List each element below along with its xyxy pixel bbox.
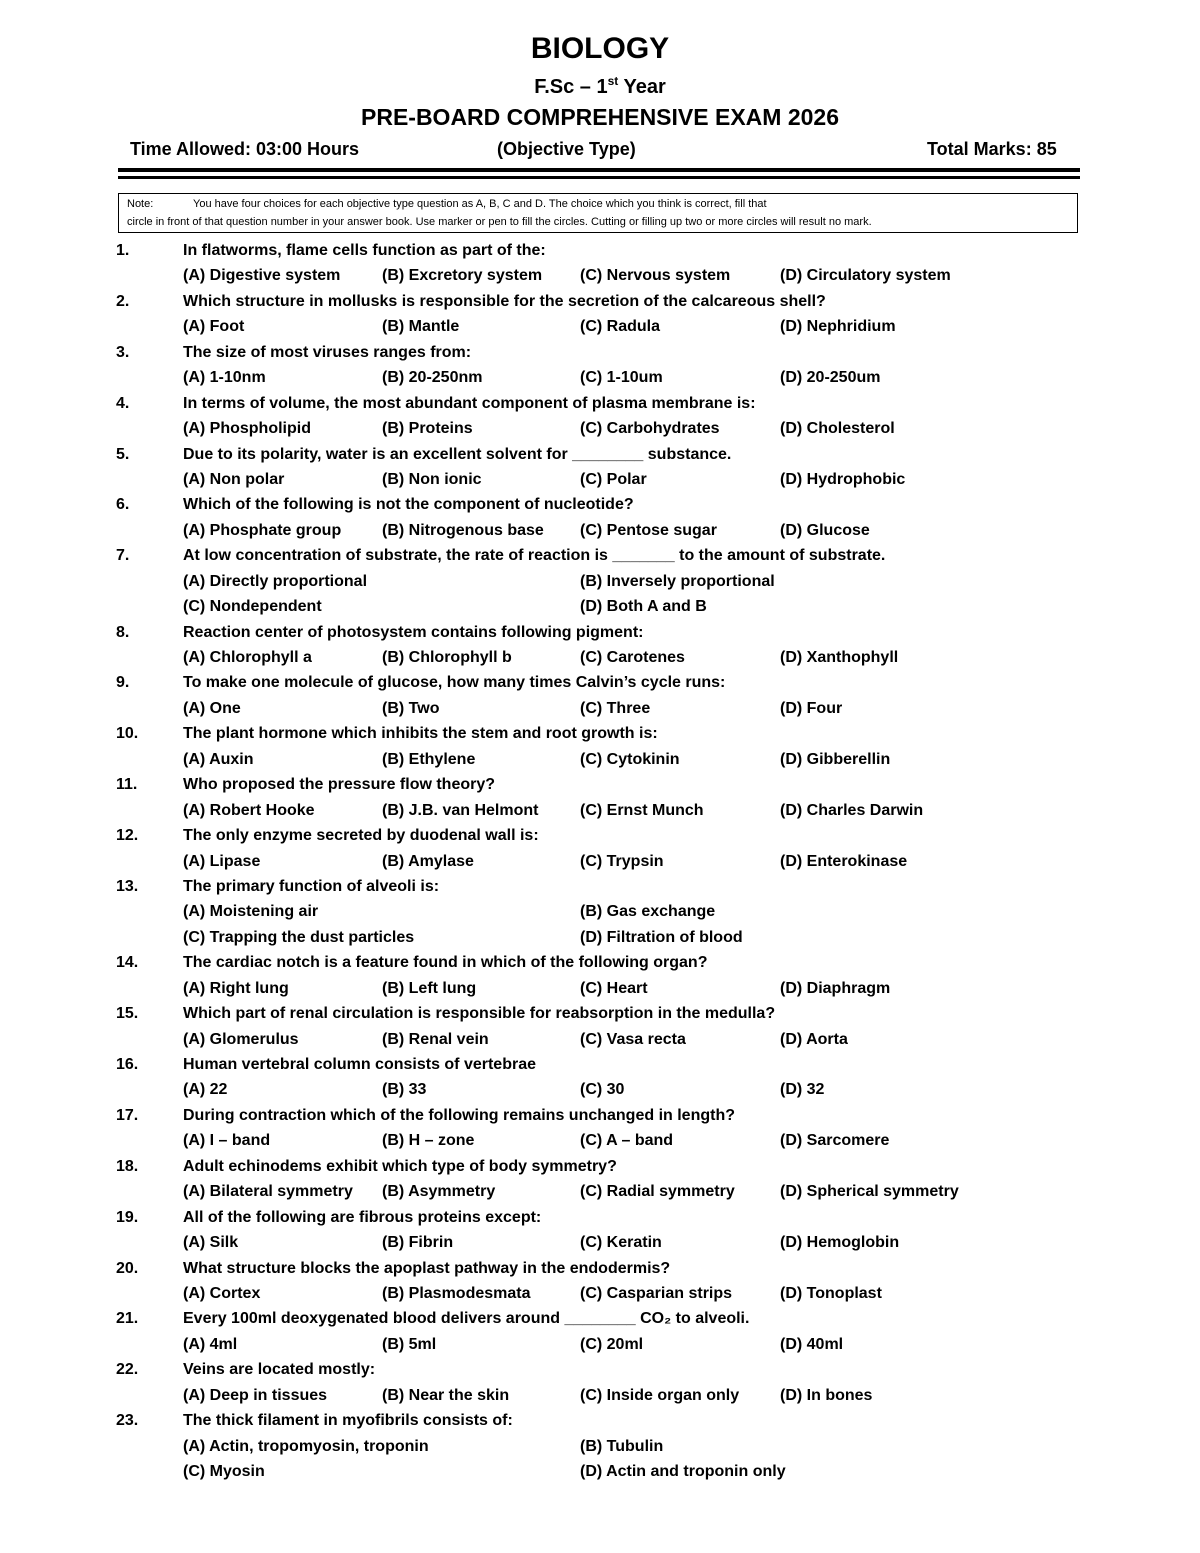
options-row	[0, 696, 1200, 721]
question-row	[0, 238, 1200, 263]
option-a: (A) Lipase	[183, 852, 261, 870]
option-a: (A) Foot	[183, 318, 245, 336]
options-row	[0, 365, 1200, 390]
option-d: (D) Tonoplast	[780, 1284, 882, 1302]
option-c: (C) Pentose sugar	[580, 521, 717, 539]
option-d: (D) Gibberellin	[780, 750, 891, 768]
option-a: (A) Bilateral symmetry	[183, 1183, 353, 1201]
question-number: 19.	[116, 1208, 139, 1226]
option-a: (A) Chlorophyll a	[183, 649, 312, 666]
time-allowed: Time Allowed: 03:00 Hours	[130, 139, 360, 159]
question-row	[0, 1052, 1200, 1077]
note-line-2: circle in front of that question number in your answer book. Use marker or pen to fill the circles. Cutting or filling up two or more circles will result no mark.	[127, 216, 872, 228]
options-row	[0, 1281, 1200, 1306]
option-b: (B) Inversely proportional	[580, 572, 775, 590]
option-a: (A) Cortex	[183, 1284, 261, 1302]
option-c: (C) 1-10um	[580, 369, 663, 387]
question-text: What structure blocks the apoplast pathway in the endodermis?	[183, 1259, 671, 1277]
options-row	[0, 1179, 1200, 1204]
options-row	[0, 1332, 1200, 1357]
option-c: (C) Casparian strips	[580, 1284, 733, 1302]
option-d: (D) 40ml	[780, 1335, 844, 1353]
question-row	[0, 543, 1200, 568]
question-number: 1.	[116, 242, 130, 259]
option-b: (B) Left lung	[382, 979, 477, 997]
options-row	[0, 1383, 1200, 1408]
question-row	[0, 442, 1200, 467]
question-number: 11.	[116, 776, 138, 794]
question-number: 14.	[116, 954, 139, 972]
option-d: (D) Nephridium	[780, 318, 896, 336]
question-number: 7.	[116, 547, 130, 565]
option-c: (C) Ernst Munch	[580, 801, 704, 819]
option-b: (B) Non ionic	[382, 470, 482, 488]
option-b: (B) J.B. van Helmont	[382, 801, 539, 819]
options-row	[0, 1230, 1200, 1255]
options-row	[0, 467, 1200, 492]
option-c: (C) Cytokinin	[580, 750, 680, 768]
options-row	[0, 416, 1200, 441]
question-text: Reaction center of photosystem contains following pigment:	[183, 623, 644, 641]
question-row	[0, 1357, 1200, 1382]
option-c: (C) Polar	[580, 470, 647, 488]
option-c: (C) A – band	[580, 1132, 674, 1150]
subject-title: BIOLOGY	[530, 32, 670, 65]
option-a: (A) Silk	[183, 1234, 239, 1252]
question-row	[0, 1103, 1200, 1128]
question-number: 3.	[116, 343, 130, 361]
option-b: (B) H – zone	[382, 1132, 475, 1150]
question-row	[0, 1408, 1200, 1433]
option-d: (D) Filtration of blood	[580, 928, 743, 946]
option-a: (A) Right lung	[183, 979, 289, 997]
header-rule-thick	[118, 168, 1080, 172]
option-d: (D) Enterokinase	[780, 852, 908, 870]
question-number: 23.	[116, 1412, 139, 1430]
question-text: In terms of volume, the most abundant component of plasma membrane is:	[183, 394, 756, 412]
question-row	[0, 492, 1200, 517]
question-row	[0, 1154, 1200, 1179]
options-row	[0, 1077, 1200, 1102]
note-label: Note:	[127, 198, 154, 210]
option-b: (B) Gas exchange	[580, 903, 716, 921]
question-number: 6.	[116, 496, 130, 514]
option-a: (A) Moistening air	[183, 903, 319, 921]
question-text: Which of the following is not the component of nucleotide?	[183, 496, 634, 514]
option-a: (A) Non polar	[183, 470, 285, 488]
question-number: 8.	[116, 623, 130, 641]
option-b: (B) Fibrin	[382, 1234, 454, 1252]
paper-type: (Objective Type)	[497, 139, 636, 159]
option-b: (B) Two	[382, 699, 440, 717]
option-d: (D) Xanthophyll	[780, 649, 899, 666]
question-text: In flatworms, flame cells function as part of the:	[183, 242, 546, 259]
question-number: 15.	[116, 1005, 139, 1023]
option-d: (D) Aorta	[780, 1030, 848, 1048]
option-d: (D) Both A and B	[580, 598, 707, 616]
question-row	[0, 289, 1200, 314]
question-number: 13.	[116, 877, 139, 895]
option-b: (B) Nitrogenous base	[382, 521, 544, 539]
option-a: (A) 22	[183, 1081, 228, 1099]
question-text: To make one molecule of glucose, how many times Calvin’s cycle runs:	[183, 674, 726, 692]
option-d: (D) Spherical symmetry	[780, 1183, 959, 1201]
option-c: (C) Nondependent	[183, 598, 322, 616]
question-row	[0, 1256, 1200, 1281]
options-row	[0, 849, 1200, 874]
question-row	[0, 1306, 1200, 1331]
options-row	[0, 645, 1200, 670]
option-b: (B) 20-250nm	[382, 369, 483, 387]
question-text: At low concentration of substrate, the rate of reaction is _______ to the amount of substrate.	[183, 547, 886, 565]
option-c: (C) Keratin	[580, 1234, 662, 1252]
question-row	[0, 721, 1200, 746]
question-text: Adult echinodems exhibit which type of body symmetry?	[183, 1157, 617, 1175]
question-text: The thick filament in myofibrils consists of:	[183, 1412, 513, 1430]
option-c: (C) Trypsin	[580, 852, 664, 870]
options-row	[0, 1027, 1200, 1052]
option-a: (A) Robert Hooke	[183, 801, 315, 819]
subtitle-end: Year	[618, 76, 666, 98]
option-b: (B) Near the skin	[382, 1386, 510, 1404]
option-a: (A) Deep in tissues	[183, 1386, 328, 1404]
option-a: (A) Phospholipid	[183, 420, 311, 438]
options-row	[0, 747, 1200, 772]
options-row	[0, 314, 1200, 339]
question-text: The cardiac notch is a feature found in which of the following organ?	[183, 954, 708, 972]
option-b: (B) 5ml	[382, 1335, 437, 1353]
question-row	[0, 620, 1200, 645]
subtitle-superscript: st	[607, 74, 619, 88]
question-row	[0, 874, 1200, 899]
option-d: (D) Actin and troponin only	[580, 1463, 786, 1480]
option-a: (A) I – band	[183, 1132, 271, 1150]
question-number: 10.	[116, 725, 139, 743]
option-a: (A) 1-10nm	[183, 369, 266, 387]
option-a: (A) One	[183, 699, 241, 717]
options-row	[0, 1459, 1200, 1484]
option-c: (C) Myosin	[183, 1463, 265, 1480]
options-row	[0, 899, 1200, 924]
option-c: (C) Vasa recta	[580, 1030, 686, 1048]
option-c: (C) Radula	[580, 318, 660, 336]
option-c: (C) 20ml	[580, 1335, 644, 1353]
options-row	[0, 976, 1200, 1001]
option-b: (B) Amylase	[382, 852, 474, 870]
option-c: (C) Radial symmetry	[580, 1183, 735, 1201]
option-c: (C) Carotenes	[580, 649, 685, 666]
option-d: (D) 20-250um	[780, 369, 881, 387]
option-a: (A) Auxin	[183, 750, 254, 768]
options-row	[0, 263, 1200, 288]
options-row	[0, 518, 1200, 543]
option-b: (B) 33	[382, 1081, 427, 1099]
question-text: The only enzyme secreted by duodenal wall is:	[183, 827, 539, 845]
question-text: Human vertebral column consists of vertebrae	[183, 1056, 536, 1073]
question-row	[0, 823, 1200, 848]
question-number: 4.	[116, 394, 130, 412]
option-d: (D) 32	[780, 1081, 825, 1099]
class-subtitle	[0, 74, 1200, 99]
question-text: Due to its polarity, water is an excellent solvent for ________ substance.	[183, 445, 732, 463]
question-text: The primary function of alveoli is:	[183, 877, 440, 895]
option-c: (C) Inside organ only	[580, 1386, 740, 1404]
option-d: (D) Four	[780, 699, 843, 717]
option-b: (B) Ethylene	[382, 750, 476, 768]
option-c: (C) Three	[580, 699, 651, 717]
option-d: (D) Sarcomere	[780, 1132, 890, 1150]
option-d: (D) Glucose	[780, 521, 870, 539]
subtitle-main: F.Sc – 1	[534, 76, 608, 98]
option-c: (C) Heart	[580, 979, 648, 997]
total-marks: Total Marks: 85	[927, 139, 1057, 159]
note-line-1	[127, 195, 1069, 213]
question-text: Which part of renal circulation is responsible for reabsorption in the medulla?	[183, 1005, 776, 1023]
question-row	[0, 1205, 1200, 1230]
option-a: (A) Actin, tropomyosin, troponin	[183, 1437, 429, 1455]
option-b: (B) Chlorophyll b	[382, 649, 512, 666]
question-number: 12.	[116, 827, 139, 845]
options-row	[0, 925, 1200, 950]
question-row	[0, 950, 1200, 975]
question-number: 20.	[116, 1259, 139, 1277]
option-a: (A) Glomerulus	[183, 1030, 299, 1048]
option-d: (D) Hemoglobin	[780, 1234, 900, 1252]
option-b: (B) Renal vein	[382, 1030, 489, 1048]
question-row	[0, 391, 1200, 416]
option-a: (A) 4ml	[183, 1335, 238, 1353]
question-text: Every 100ml deoxygenated blood delivers around ________ CO₂ to alveoli.	[183, 1310, 750, 1328]
instructions-note-box	[118, 193, 1078, 233]
question-number: 2.	[116, 292, 130, 310]
option-d: (D) Hydrophobic	[780, 470, 906, 488]
option-a: (A) Digestive system	[183, 267, 341, 285]
question-text: Veins are located mostly:	[183, 1361, 376, 1379]
option-b: (B) Asymmetry	[382, 1183, 496, 1201]
question-text: The plant hormone which inhibits the stem and root growth is:	[183, 725, 658, 743]
options-row	[0, 1128, 1200, 1153]
note-text-1: You have four choices for each objective type question as A, B, C and D. The choice which you think is correct, fill that	[193, 198, 767, 210]
question-number: 5.	[116, 445, 130, 463]
option-b: (B) Proteins	[382, 420, 473, 438]
options-row	[0, 798, 1200, 823]
question-number: 18.	[116, 1157, 139, 1175]
option-b: (B) Mantle	[382, 318, 460, 336]
question-number: 16.	[116, 1056, 139, 1073]
option-d: (D) In bones	[780, 1386, 873, 1404]
question-row	[0, 340, 1200, 365]
question-number: 22.	[116, 1361, 139, 1379]
option-d: (D) Cholesterol	[780, 420, 895, 438]
question-text: Which structure in mollusks is responsible for the secretion of the calcareous shell?	[183, 292, 826, 310]
option-c: (C) Carbohydrates	[580, 420, 720, 438]
option-b: (B) Plasmodesmata	[382, 1284, 531, 1302]
option-c: (C) Trapping the dust particles	[183, 928, 415, 946]
option-d: (D) Circulatory system	[780, 267, 951, 285]
options-row	[0, 569, 1200, 594]
question-text: The size of most viruses ranges from:	[183, 343, 472, 361]
question-text: Who proposed the pressure flow theory?	[183, 776, 496, 794]
question-row	[0, 1001, 1200, 1026]
exam-title: PRE-BOARD COMPREHENSIVE EXAM 2026	[361, 104, 839, 130]
option-c: (C) 30	[580, 1081, 625, 1099]
option-b: (B) Excretory system	[382, 267, 543, 285]
option-b: (B) Tubulin	[580, 1437, 664, 1455]
option-c: (C) Nervous system	[580, 267, 731, 285]
question-number: 21.	[116, 1310, 139, 1328]
option-d: (D) Charles Darwin	[780, 801, 924, 819]
option-d: (D) Diaphragm	[780, 979, 891, 997]
question-text: During contraction which of the following remains unchanged in length?	[183, 1106, 735, 1124]
options-row	[0, 1434, 1200, 1459]
options-row	[0, 594, 1200, 619]
option-a: (A) Phosphate group	[183, 521, 342, 539]
question-number: 17.	[116, 1106, 139, 1124]
option-a: (A) Directly proportional	[183, 572, 368, 590]
question-row	[0, 772, 1200, 797]
question-list	[0, 238, 1200, 1484]
question-number: 9.	[116, 674, 130, 692]
question-row	[0, 670, 1200, 695]
header-rule-thin	[118, 176, 1080, 179]
question-text: All of the following are fibrous proteins except:	[183, 1208, 542, 1226]
